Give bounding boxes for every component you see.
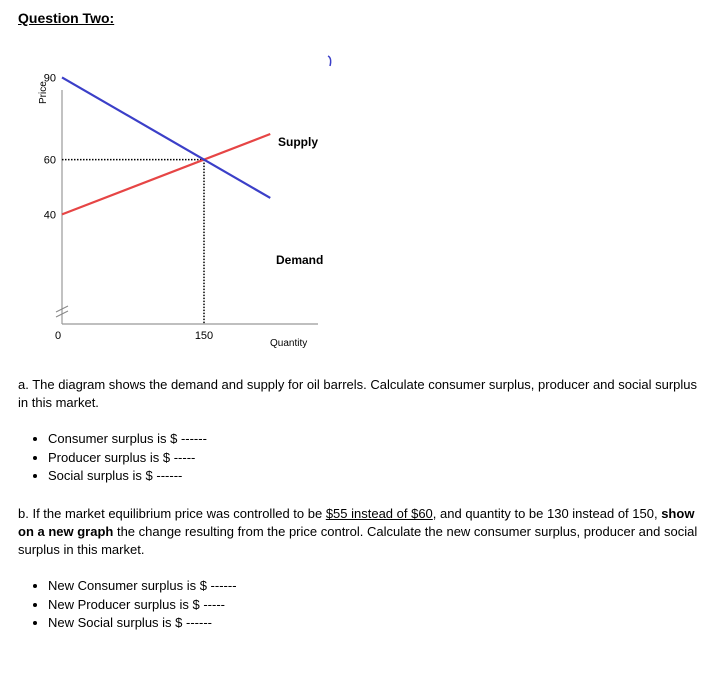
x-tick-label: 0: [54, 330, 62, 342]
x-axis-label: Quantity: [270, 338, 308, 349]
y-tick-label: 90: [43, 72, 56, 85]
list-item: • New Consumer surplus is $ ------: [48, 577, 237, 596]
part-b-text-3: the change resulting from the price control. Calculate the new consumer surplus, producer and social surplus in this market.: [18, 524, 698, 557]
supply-line: [62, 134, 270, 214]
supply-demand-chart: [0, 40, 360, 360]
part-b-text-1: b. If the market equilibrium price was controlled to be: [18, 506, 326, 521]
part-b-text-2: , and quantity to be 130 instead of 150,: [432, 506, 662, 521]
y-axis-label: Price: [38, 81, 49, 104]
list-item: • Social surplus is $ ------: [48, 467, 207, 486]
part-b-text: [18, 505, 708, 559]
demand-line: [62, 77, 270, 198]
demand-label: Demand: [276, 253, 324, 267]
y-tick-label: 60: [43, 154, 56, 167]
question-heading: Question Two:: [18, 10, 115, 26]
part-b-price-control: $55 instead of $60: [325, 506, 433, 521]
list-item: • New Social surplus is $ ------: [48, 614, 237, 633]
part-a-text: a. The diagram shows the demand and supply for oil barrels. Calculate consumer surplus, producer and social surplus in this market.: [18, 377, 698, 410]
part-b-emphasis: show on a new graph: [18, 506, 695, 539]
part-a-list: [28, 430, 207, 486]
x-tick-label: 150: [194, 330, 214, 342]
list-item: • Consumer surplus is $ ------: [48, 430, 207, 449]
stray-mark: [328, 56, 331, 66]
list-item: • Producer surplus is $ -----: [48, 449, 207, 468]
y-tick-label: 40: [43, 209, 56, 222]
list-item: • New Producer surplus is $ -----: [48, 596, 237, 615]
supply-label: Supply: [278, 135, 319, 149]
part-b-list: [28, 577, 237, 633]
